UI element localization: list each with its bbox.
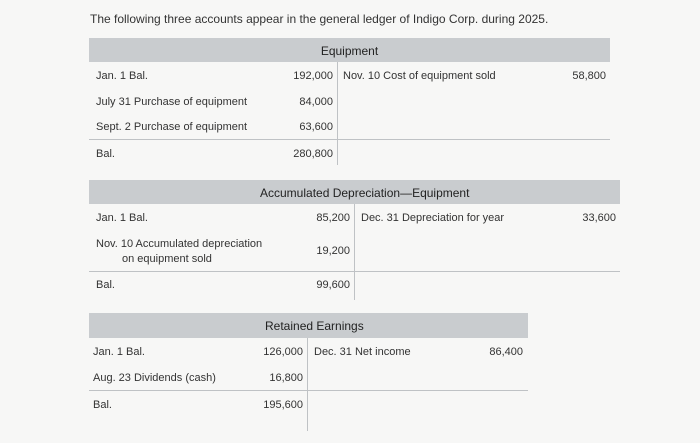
total-rule — [89, 390, 528, 391]
debit-label: Jan. 1 Bal. — [96, 70, 148, 82]
t-divider — [307, 338, 308, 431]
balance-label: Bal. — [96, 279, 115, 291]
account-title: Accumulated Depreciation—Equipment — [260, 186, 470, 200]
account-title: Equipment — [320, 44, 379, 58]
debit-label: July 31 Purchase of equipment — [96, 96, 248, 108]
credit-label: Nov. 10 Cost of equipment sold — [343, 70, 496, 82]
debit-label-line2: on equipment sold — [122, 253, 212, 265]
credit-label: Dec. 31 Depreciation for year — [361, 212, 505, 224]
debit-amount: 84,000 — [299, 96, 333, 108]
debit-amount: 126,000 — [263, 346, 303, 358]
total-rule — [89, 139, 610, 140]
balance-amount: 280,800 — [293, 148, 333, 160]
debit-amount: 19,200 — [316, 245, 350, 257]
balance-amount: 195,600 — [263, 399, 303, 411]
debit-label: Aug. 23 Dividends (cash) — [93, 372, 216, 384]
credit-amount: 33,600 — [582, 212, 616, 224]
debit-label: Sept. 2 Purchase of equipment — [96, 121, 248, 133]
debit-label-line1: Nov. 10 Accumulated depreciation — [96, 238, 263, 250]
debit-label: Jan. 1 Bal. — [93, 346, 145, 358]
account-title: Retained Earnings — [265, 319, 364, 333]
debit-amount: 63,600 — [299, 121, 333, 133]
total-rule — [89, 271, 620, 272]
debit-amount: 16,800 — [269, 372, 303, 384]
debit-amount: 85,200 — [316, 212, 350, 224]
intro-text: The following three accounts appear in the general ledger of Indigo Corp. during 2025. — [90, 12, 549, 26]
balance-label: Bal. — [93, 399, 112, 411]
t-divider — [354, 204, 355, 300]
t-divider — [337, 62, 338, 165]
credit-amount: 58,800 — [572, 70, 606, 82]
credit-label: Dec. 31 Net income — [314, 346, 411, 358]
debit-amount: 192,000 — [293, 70, 333, 82]
debit-label: Jan. 1 Bal. — [96, 212, 148, 224]
balance-amount: 99,600 — [316, 279, 350, 291]
credit-amount: 86,400 — [489, 346, 523, 358]
balance-label: Bal. — [96, 148, 115, 160]
